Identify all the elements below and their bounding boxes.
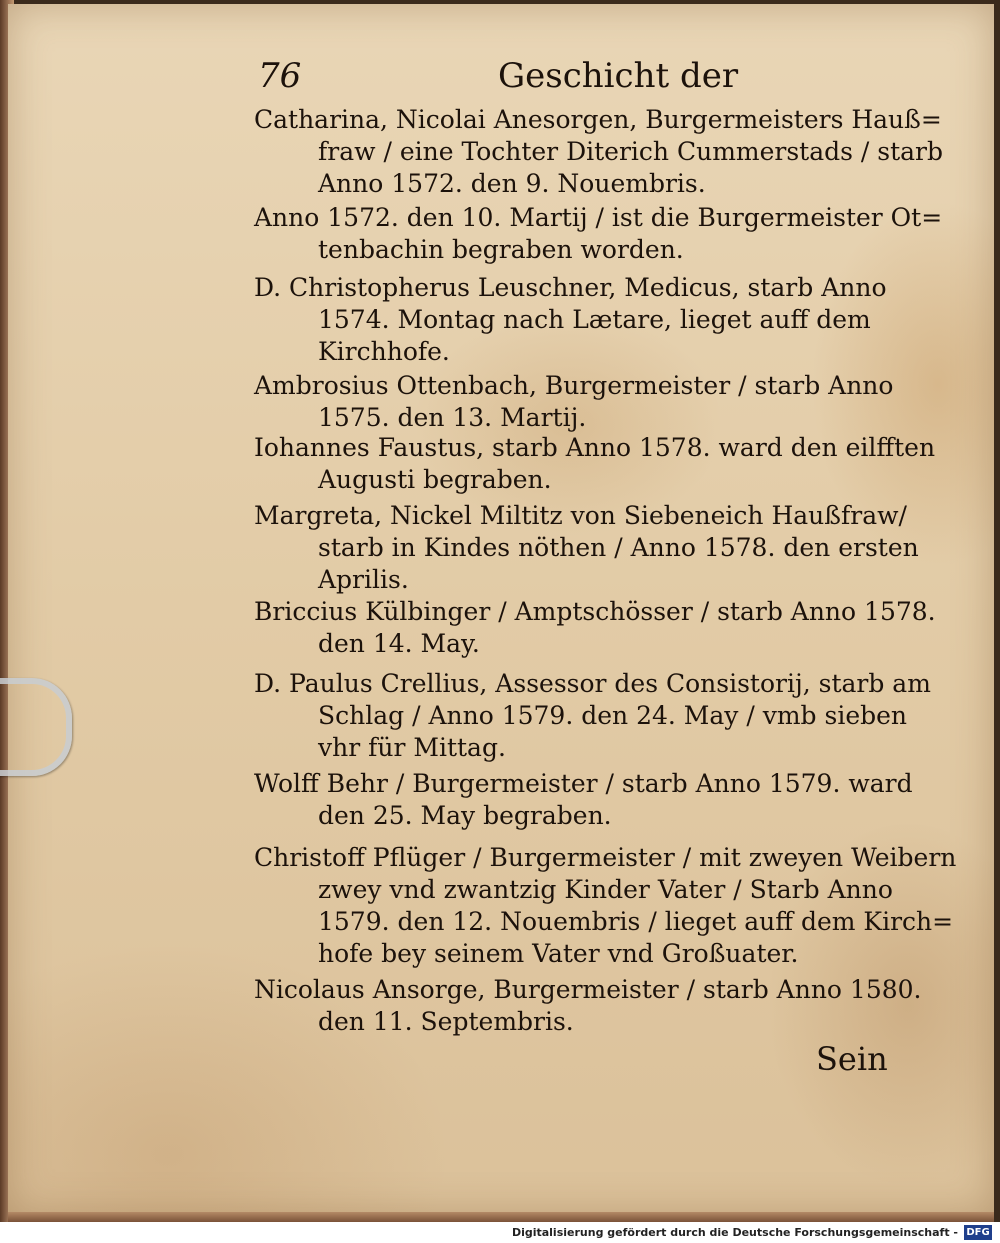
entry-5: [254, 432, 936, 496]
entry-8: [254, 668, 931, 764]
entry-line: Wolff Behr / Burgermeister / starb Anno 1579. ward: [254, 769, 913, 798]
entry-3: [254, 272, 914, 368]
entry-line: 1574. Montag nach Lætare, lieget auff dem: [318, 305, 871, 334]
entry-line: Augusti begraben.: [318, 465, 552, 494]
running-head-title: Geschicht der: [498, 56, 739, 96]
entry-line: D. Paulus Crellius, Assessor des Consistorij, starb am: [254, 669, 931, 698]
entry-line: hofe bey seinem Vater vnd Großuater.: [318, 939, 799, 968]
entry-line: 1575. den 13. Martij.: [318, 403, 587, 432]
entry-line: Briccius Külbinger / Amptschösser / starb Anno 1578.: [254, 597, 936, 626]
entry-line: tenbachin begraben worden.: [318, 235, 684, 264]
entry-line: den 11. Septembris.: [318, 1007, 574, 1036]
running-head: [258, 56, 908, 104]
entry-line: Christoff Pflüger / Burgermeister / mit zweyen Weibern: [254, 843, 957, 872]
entry-line: Ambrosius Ottenbach, Burgermeister / starb Anno: [254, 371, 894, 400]
entry-line: Anno 1572. den 10. Martij / ist die Burgermeister Ot=: [254, 203, 943, 232]
dfg-logo[interactable]: DFG: [964, 1225, 992, 1240]
entry-7: [254, 596, 936, 660]
entry-line: Kirchhofe.: [318, 337, 450, 366]
entry-line: zwey vnd zwantzig Kinder Vater / Starb Anno: [318, 875, 893, 904]
footer-bar: [0, 1222, 1000, 1243]
page-bottom-edge: [8, 1212, 994, 1222]
entry-10: [254, 842, 957, 970]
page-number: 76: [258, 56, 302, 96]
entry-line: fraw / eine Tochter Diterich Cummerstads / starb: [318, 137, 944, 166]
entry-line: Anno 1572. den 9. Nouembris.: [318, 169, 706, 198]
book-page: [8, 4, 994, 1216]
entry-line: starb in Kindes nöthen / Anno 1578. den ersten: [318, 533, 919, 562]
entry-1: [254, 104, 944, 200]
entry-line: Catharina, Nicolai Anesorgen, Burgermeisters Hauß=: [254, 105, 942, 134]
entry-line: den 14. May.: [318, 629, 480, 658]
entry-line: Nicolaus Ansorge, Burgermeister / starb Anno 1580.: [254, 975, 922, 1004]
entry-2: [254, 202, 943, 266]
entry-11: [254, 974, 922, 1038]
entry-line: Margreta, Nickel Miltitz von Siebeneich Haußfraw/: [254, 501, 907, 530]
entry-line: D. Christopherus Leuschner, Medicus, starb Anno: [254, 273, 887, 302]
entry-line: den 25. May begraben.: [318, 801, 612, 830]
entry-line: Iohannes Faustus, starb Anno 1578. ward den eilfften: [254, 433, 936, 462]
entry-line: 1579. den 12. Nouembris / lieget auff dem Kirch=: [318, 907, 954, 936]
entry-line: Aprilis.: [318, 565, 409, 594]
entry-9: [254, 768, 914, 832]
page-clip: [0, 678, 72, 776]
entry-line: vhr für Mittag.: [318, 733, 506, 762]
funding-credit: Digitalisierung gefördert durch die Deutsche Forschungsgemeinschaft -: [511, 1226, 958, 1239]
catchword: Sein: [816, 1040, 888, 1078]
page-text: [8, 4, 994, 1216]
entry-line: Schlag / Anno 1579. den 24. May / vmb sieben: [318, 701, 908, 730]
entry-6: [254, 500, 919, 596]
entry-4: [254, 370, 914, 434]
